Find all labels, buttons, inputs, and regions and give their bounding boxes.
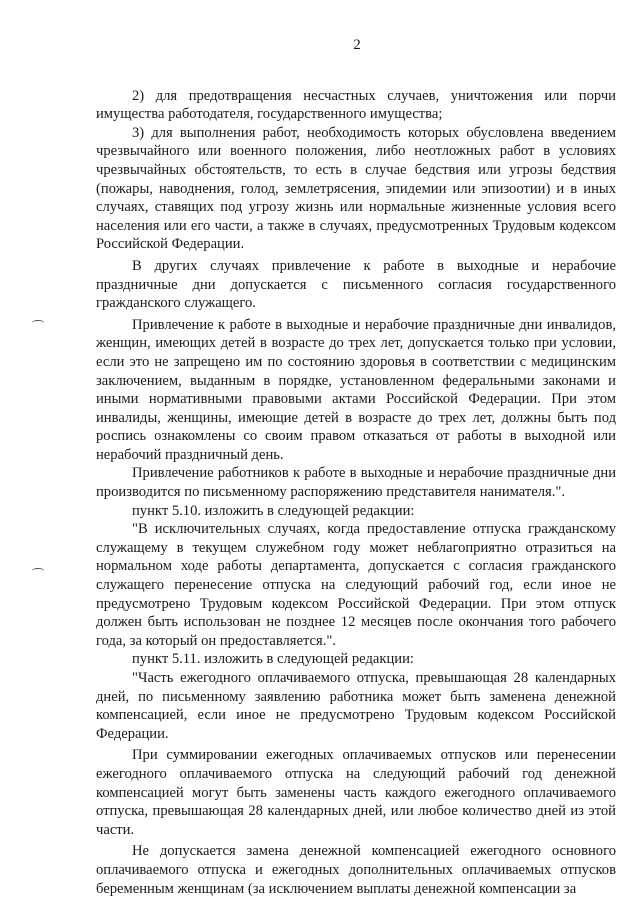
paragraph: "В исключительных случаях, когда предоставление отпуска гражданскому служащему в текущем служебном году может неблагоприятно отразиться на нормальном ходе работы департамента, допускается с согласия гражданского служащего перенесение отпуска на следующий рабочий год, если иное не предусмотрено Трудовым кодексом Российской Федерации. При этом отпуск должен быть использован не позднее 12 месяцев после окончания того рабочего года, за который он предоставляется.".	[96, 521, 616, 649]
paragraph: 2) для предотвращения несчастных случаев, уничтожения или порчи имущества работодателя, государственного имущества;	[96, 87, 616, 123]
paragraph: пункт 5.10. изложить в следующей редакции:	[132, 502, 415, 519]
margin-mark	[32, 568, 44, 573]
paragraph: 3) для выполнения работ, необходимость которых обусловлена введением чрезвычайного или военного положения, либо неотложных работ в условиях чрезвычайных обстоятельств, то есть в случае бедствия или угрозы бедствия (пожары, наводнения, голод, землетрясения, эпидемии или эпизоотии) и в иных случаях, ставящих под угрозу жизнь или нормальные жизненные условия всего населения или его части, а также в случаях, предусмотренных Трудовым кодексом Российской Федерации.	[96, 124, 616, 253]
paragraph: Привлечение работников к работе в выходные и нерабочие праздничные дни производится по письменному распоряжению представителя нанимателя.".	[96, 465, 616, 501]
page-number: 2	[353, 37, 361, 53]
paragraph: Привлечение к работе в выходные и нерабочие праздничные дни инвалидов, женщин, имеющих детей в возрасте до трех лет, допускается только при условии, если это не запрещено им по состоянию здоровья в соответствии с медицинским заключением, выданным в порядке, установленном федеральными законами и иными нормативными правовыми актами Российской Федерации. При этом инвалиды, женщины, имеющие детей в возрасте до трех лет, должны быть под роспись ознакомлены со своим правом отказаться от работы в выходной или нерабочий праздничный день.	[96, 316, 616, 463]
paragraph: "Часть ежегодного оплачиваемого отпуска, превышающая 28 календарных дней, по письменному заявлению работника может быть заменена денежной компенсацией, если иное не предусмотрено Трудовым кодексом Российской Федерации.	[96, 670, 616, 742]
margin-mark	[32, 320, 44, 325]
paragraph: пункт 5.11. изложить в следующей редакции:	[132, 651, 414, 668]
paragraph: При суммировании ежегодных оплачиваемых отпусков или перенесении ежегодного оплачиваемого отпуска на следующий рабочий год денежной компенсацией могут быть заменены часть каждого ежегодного оплачиваемого отпуска, превышающая 28 календарных дней, или любое количество дней из этой части.	[96, 747, 616, 838]
paragraph: Не допускается замена денежной компенсацией ежегодного основного оплачиваемого отпуска и ежегодных дополнительных оплачиваемых отпусков беременным женщинам (за исключением выплаты денежной компенсации за	[96, 843, 616, 897]
document-page	[96, 36, 616, 898]
paragraph: В других случаях привлечение к работе в выходные и нерабочие праздничные дни допускается с письменного согласия государственного гражданского служащего.	[96, 257, 616, 312]
